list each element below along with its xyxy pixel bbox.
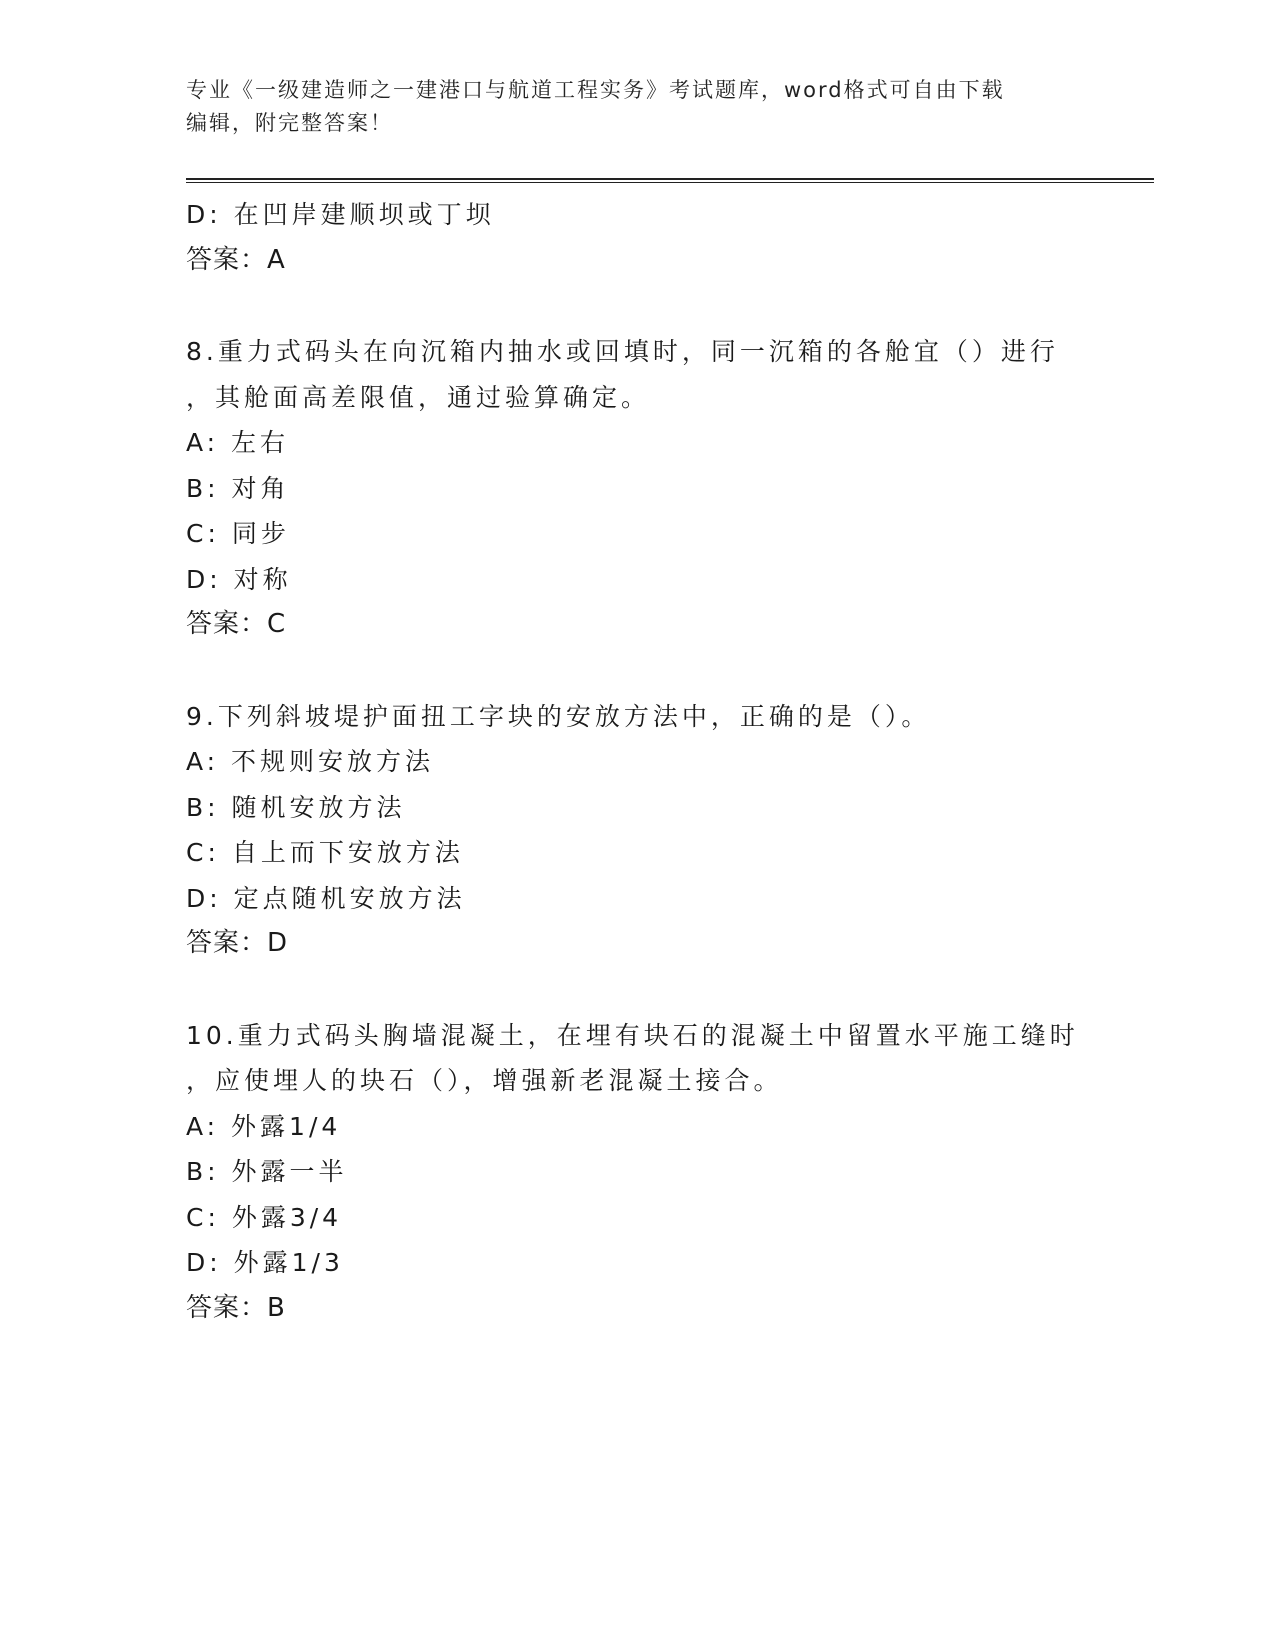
option-text: 自上而下安放方法 <box>231 838 464 867</box>
question-text: ，其舱面高差限值，通过验算确定。 <box>186 382 651 412</box>
question-block <box>186 694 1086 967</box>
answer-line <box>186 238 1086 284</box>
answer-label: 答案： <box>186 244 268 275</box>
option-text: 外露一半 <box>231 1157 348 1186</box>
option-letter: C: <box>186 838 220 867</box>
option-text: 外露1/3 <box>233 1248 344 1277</box>
question-line <box>186 375 1086 421</box>
question-number: 8. <box>186 337 218 366</box>
answer-line <box>186 602 1086 648</box>
option-line <box>186 511 1086 557</box>
question-text: 重力式码头在向沉箱内抽水或回填时，同一沉箱的各舱宜（）进行 <box>217 337 1059 366</box>
option-text: 同步 <box>231 519 290 548</box>
option-text: 对角 <box>231 473 290 503</box>
option-line <box>186 557 1086 603</box>
header-divider-thick <box>186 178 1154 180</box>
option-letter: C: <box>186 1202 220 1232</box>
option-line <box>186 876 1086 922</box>
question-number: 10. <box>186 1020 238 1050</box>
option-line <box>186 830 1086 876</box>
option-text: 在凹岸建顺坝或丁坝 <box>233 200 495 229</box>
question-text: ，应使埋人的块石（），增强新老混凝土接合。 <box>186 1066 783 1095</box>
option-text: 定点随机安放方法 <box>233 883 466 913</box>
question-line <box>186 1058 1086 1104</box>
option-letter: B: <box>186 792 220 822</box>
option-letter: A: <box>186 1111 220 1141</box>
page-header <box>186 74 1086 140</box>
answer-value: C <box>267 609 287 639</box>
header-line: 专业《一级建造师之一建港口与航道工程实务》考试题库，word格式可自由下载 <box>186 78 1005 102</box>
option-letter: A: <box>186 428 220 457</box>
answer-label: 答案： <box>186 609 268 639</box>
answer-line <box>186 921 1086 967</box>
option-text: 不规则安放方法 <box>231 747 435 776</box>
option-text: 外露1/4 <box>231 1111 342 1141</box>
option-text: 外露3/4 <box>231 1202 343 1232</box>
option-line <box>186 1240 1086 1286</box>
option-line <box>186 1104 1086 1150</box>
option-letter: A: <box>186 747 220 776</box>
header-line: 编辑，附完整答案！ <box>186 111 393 135</box>
option-letter: D: <box>186 1248 222 1277</box>
option-text: 左右 <box>231 428 290 457</box>
answer-label: 答案： <box>186 1292 268 1323</box>
option-line <box>186 1195 1086 1241</box>
answer-label: 答案： <box>186 928 268 958</box>
option-line <box>186 1149 1086 1195</box>
option-letter: B: <box>186 473 220 503</box>
option-line <box>186 420 1086 466</box>
header-divider-thin <box>186 182 1154 183</box>
option-letter: C: <box>186 519 220 548</box>
question-text: 下列斜坡堤护面扭工字块的安放方法中，正确的是（）。 <box>217 701 931 731</box>
answer-value: D <box>267 928 289 958</box>
option-letter: B: <box>186 1157 220 1186</box>
option-text: 随机安放方法 <box>231 792 406 822</box>
question-block <box>186 1013 1086 1332</box>
question-content <box>186 192 1086 1331</box>
answer-value: A <box>267 244 286 275</box>
option-line <box>186 785 1086 831</box>
option-line <box>186 739 1086 785</box>
question-line <box>186 694 1086 740</box>
option-letter: D: <box>186 564 222 594</box>
question-number: 9. <box>186 701 218 731</box>
answer-value: B <box>267 1292 286 1323</box>
question-line <box>186 1013 1086 1059</box>
option-line <box>186 466 1086 512</box>
question-block <box>186 329 1086 648</box>
question-line <box>186 329 1086 375</box>
option-text: 对称 <box>233 564 292 594</box>
option-line <box>186 192 1086 238</box>
question-text: 重力式码头胸墙混凝土，在埋有块石的混凝土中留置水平施工缝时 <box>237 1020 1079 1050</box>
option-letter: D: <box>186 200 222 229</box>
option-letter: D: <box>186 883 222 913</box>
answer-line <box>186 1286 1086 1332</box>
